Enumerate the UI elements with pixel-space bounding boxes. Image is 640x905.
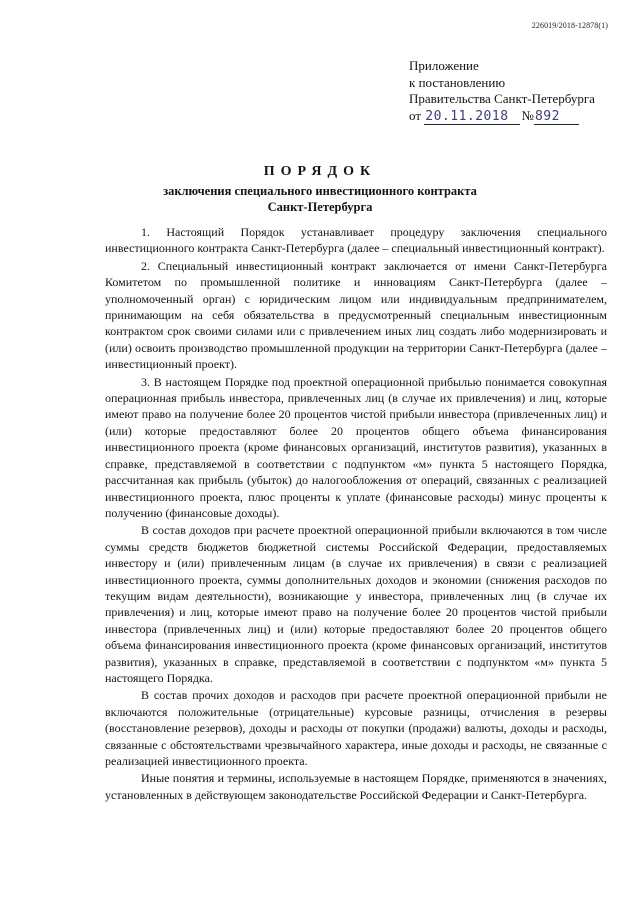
- appendix-reference: к постановлению: [409, 74, 506, 90]
- document-heading: [60, 164, 580, 215]
- paragraph-5: В состав прочих доходов и расходов при расчете проектной операционной прибыли не включаются положительные (отрицательные) курсовые разницы, отчисления в резервы (восстановление резервов), доходы и расходы от покупки (продажи) валюты, доходы и расходы, связанные с обстоятельствами чрезвычайного характера, иные доходы и расходы, не связанные с реализацией инвестиционного проекта.: [105, 688, 607, 768]
- paragraph-3: 3. В настоящем Порядке под проектной операционной прибылью понимается совокупная операционная прибыль инвестора, привлеченных лиц (в случае их привлечения) и лиц, которые имеют право на получение более 20 процентов чистой прибыли инвестора (привлеченных лиц) и (или) которые предоставляют более 20 процентов общего объема финансирования инвестиционного проекта (кроме финансовых организаций, институтов развития), указанных в справке, представляемой в соответствии с подпунктом «м» пункта 5 настоящего Порядка, рассчитанная как прибыль (убыток) до налогообложения от операций, связанных с реализацией инвестиционного проекта, плюс проценты к уплате (финансовые расходы) минус проценты к получению (финансовые доходы).: [105, 374, 607, 520]
- document-body: [105, 224, 607, 804]
- document-title: ПОРЯДОК: [263, 164, 377, 179]
- appendix-block: [409, 58, 619, 125]
- document-subtitle-line-2: Санкт-Петербурга: [267, 199, 373, 214]
- date-prefix: от: [409, 107, 425, 123]
- decree-date: 20.11.2018: [425, 108, 509, 124]
- paragraph-1: 1. Настоящий Порядок устанавливает процедуру заключения специального инвестиционного контракта Санкт-Петербурга (далее – специальный инвестиционный контракт).: [105, 225, 607, 256]
- document-subtitle-line-1: заключения специального инвестиционного контракта: [163, 184, 477, 198]
- decree-number: 892: [534, 110, 579, 125]
- paragraph-6: Иные понятия и термины, используемые в настоящем Порядке, применяются в значениях, установленных в действующем законодательстве Российской Федерации и Санкт-Петербурга.: [105, 771, 607, 802]
- appendix-title: Приложение: [409, 58, 479, 73]
- registration-number: 226019/2018-12878(1): [531, 21, 608, 30]
- appendix-date-line: [409, 108, 619, 126]
- underline-gap: [510, 108, 520, 126]
- paragraph-4: В состав доходов при расчете проектной операционной прибыли включаются в том числе суммы средств бюджетов бюджетной системы Российской Федерации, предоставляемых инвестору и (или) привлеченным лицам (в случае их привлечения) в связи с реализацией инвестиционного проекта, суммы дополнительных доходов и экономии (снижения расходов по текущим видам деятельности), возникающие у инвестора, привлеченных лиц (в случае их привлечения) и лиц, которые имеют право на получение более 20 процентов чистой прибыли инвестора (привлеченных лиц) и (или) которые предоставляют более 20 процентов общего объема финансирования инвестиционного проекта (кроме финансовых организаций, институтов развития), указанных в справке, представляемой в соответствии с подпунктом «м» пункта 5 настоящего Порядка.: [105, 523, 607, 685]
- paragraph-2: 2. Специальный инвестиционный контракт заключается от имени Санкт-Петербурга Комитетом по промышленной политике и инновациям Санкт-Петербурга (далее – уполномоченный орган) с юридическим лицом или индивидуальным предпринимателем, принимающим на себя обязательства в предусмотренный специальным инвестиционным контрактом срок своими силами или с привлечением иных лиц создать либо модернизировать и (или) освоить производство промышленной продукции на территории Санкт-Петербурга (далее – инвестиционный проект).: [105, 258, 607, 372]
- number-sign: №: [521, 107, 534, 123]
- appendix-authority: Правительства Санкт-Петербурга: [409, 91, 595, 106]
